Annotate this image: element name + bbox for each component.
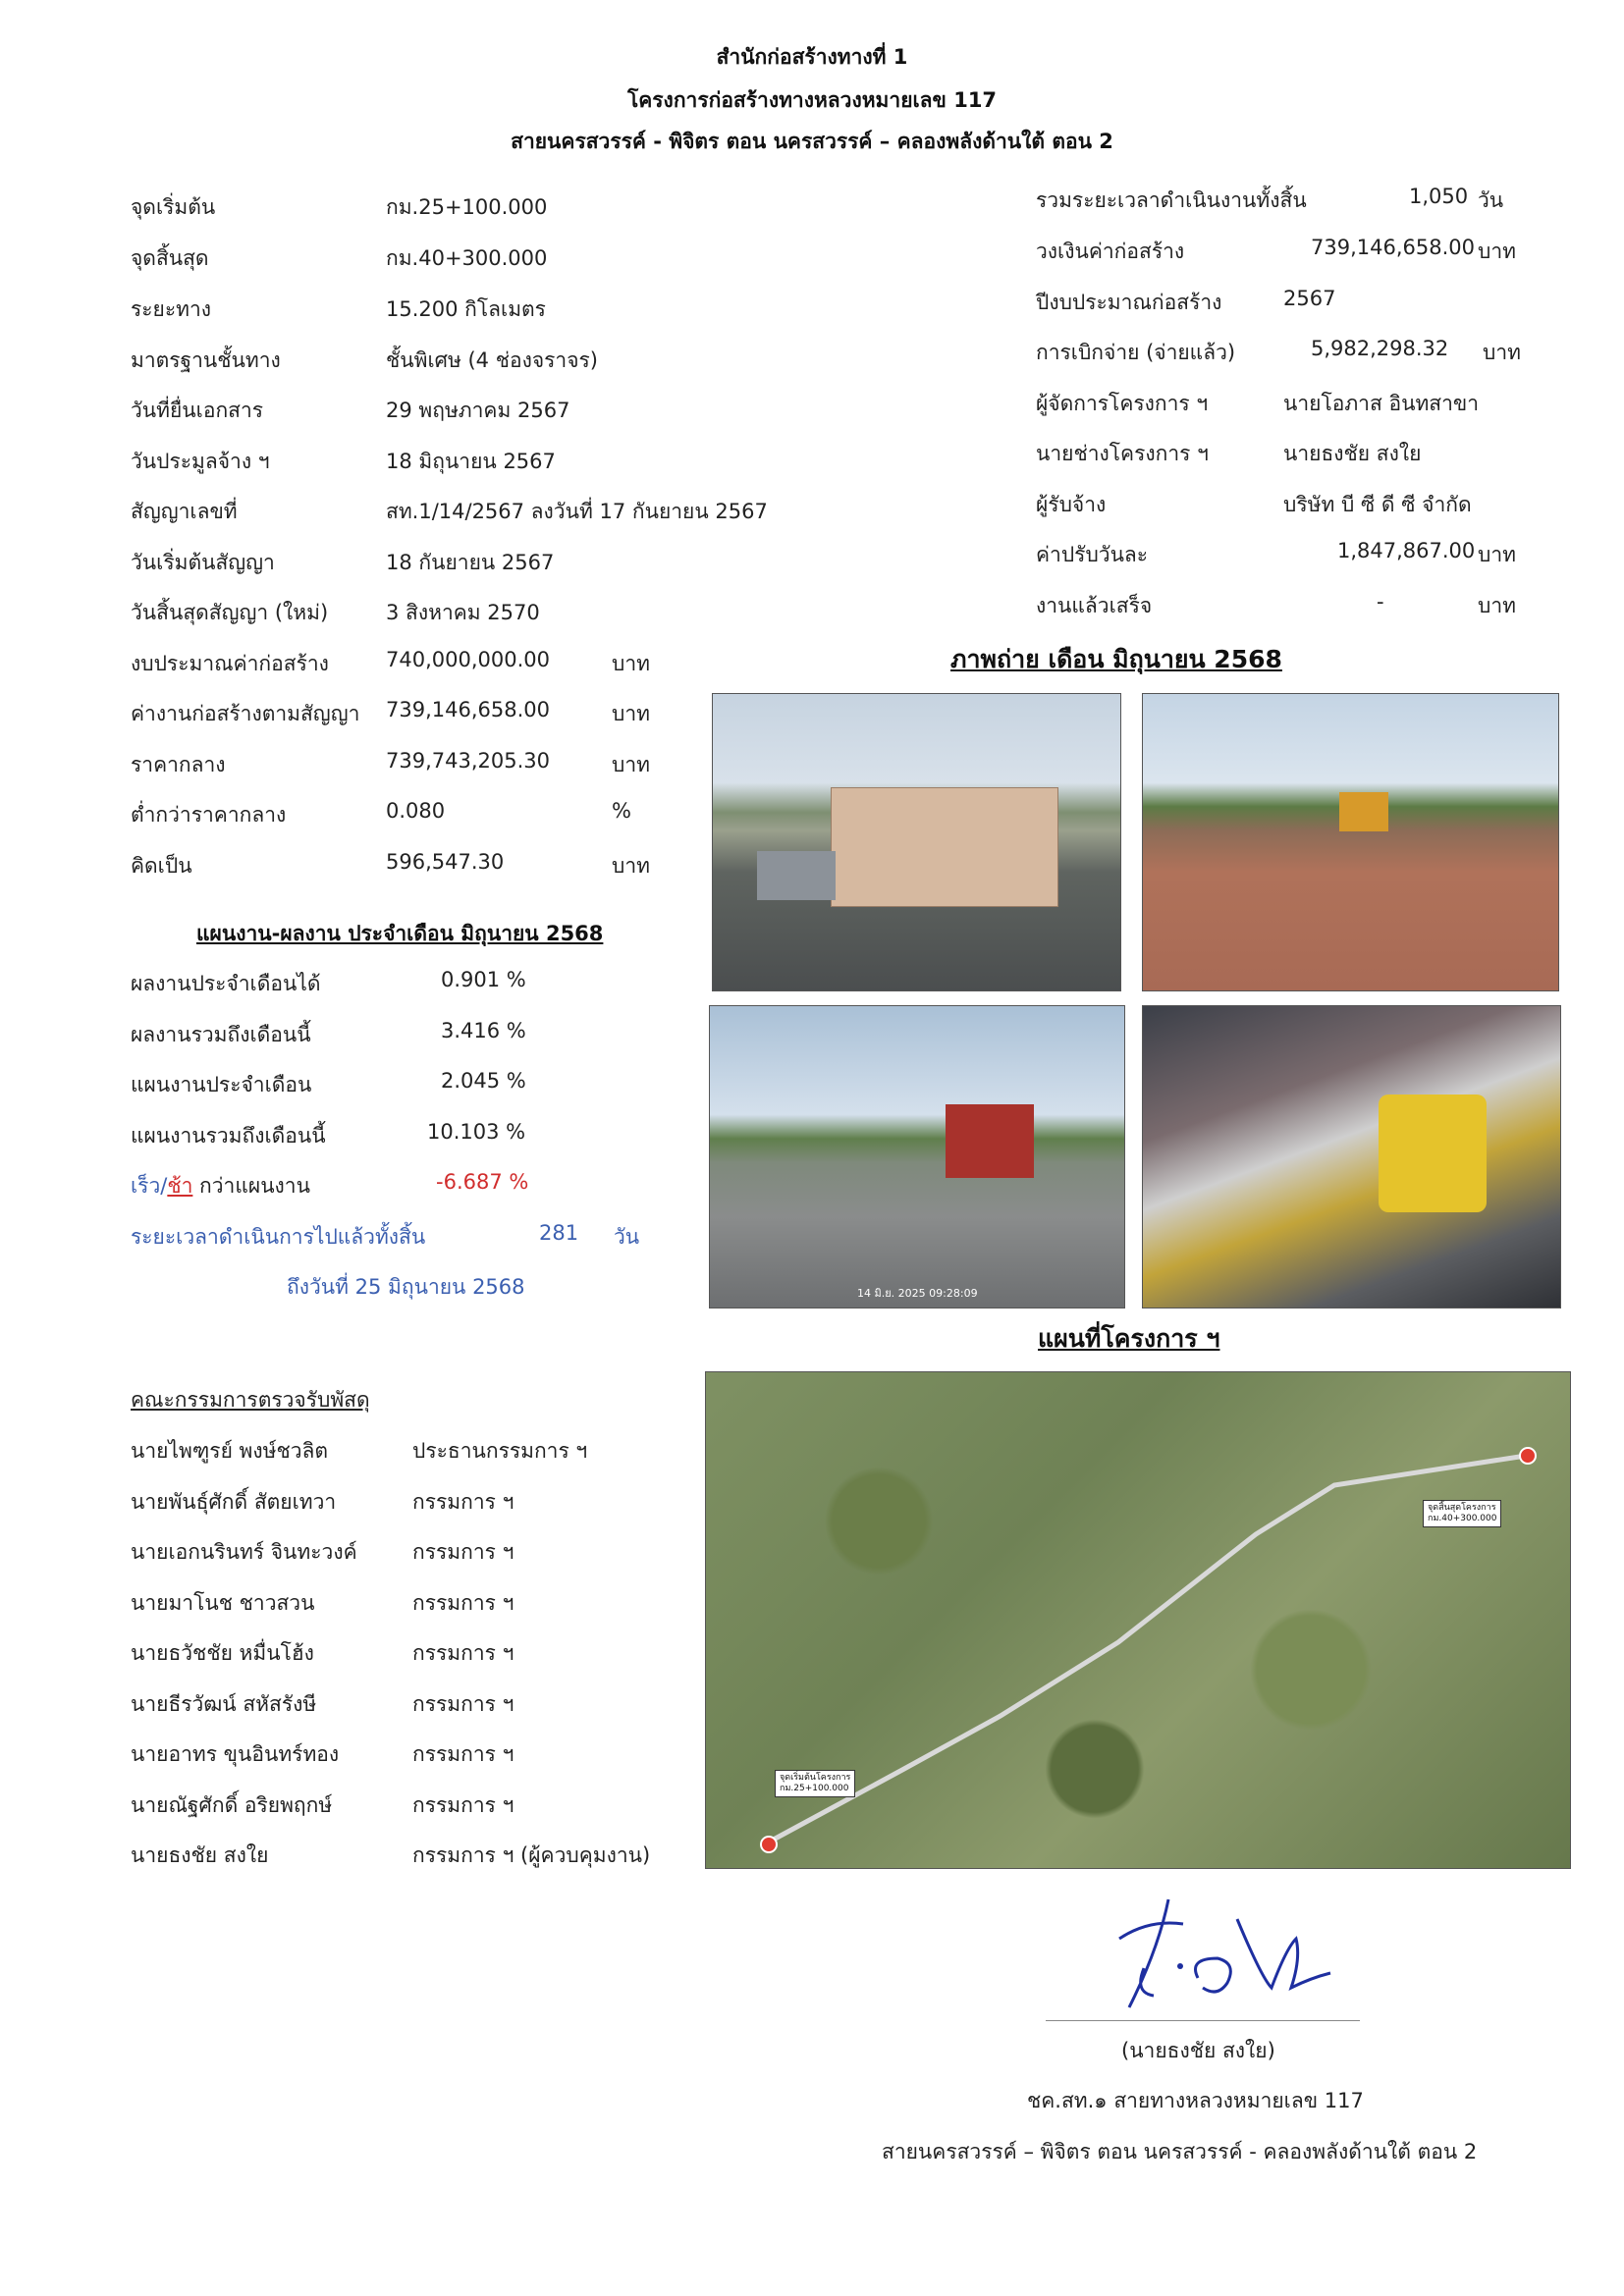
info-value: นายธงชัย สงใย xyxy=(1283,442,1422,465)
progress-value: 2.045 % xyxy=(441,1069,526,1093)
as-of-date: ถึงวันที่ 25 มิถุนายน 2568 xyxy=(287,1275,525,1299)
info-value: 739,146,658.00 xyxy=(386,698,550,721)
committee-name: นายพันธุ์ศักดิ์ สัตยเทวา xyxy=(131,1490,337,1514)
status-rest: กว่าแผนงาน xyxy=(192,1174,310,1198)
progress-value: 10.103 % xyxy=(427,1120,526,1144)
info-value: 739,146,658.00 xyxy=(1311,236,1475,259)
signature-line xyxy=(1046,2020,1360,2021)
committee-title: คณะกรรมการตรวจรับพัสดุ xyxy=(131,1388,370,1412)
committee-name: นายมาโนช ชาวสวน xyxy=(131,1591,315,1615)
info-value: 596,547.30 xyxy=(386,850,505,874)
info-unit: บาท xyxy=(612,702,650,725)
info-value: บริษัท บี ซี ดี ซี จำกัด xyxy=(1283,493,1472,516)
info-label: จุดสิ้นสุด xyxy=(131,246,209,270)
info-value: นายโอภาส อินทสาขา xyxy=(1283,392,1480,415)
committee-role: กรรมการ ฯ xyxy=(412,1742,514,1766)
committee-name: นายอาทร ขุนอินทร์ทอง xyxy=(131,1742,340,1766)
header-office: สำนักก่อสร้างทางที่ 1 xyxy=(716,45,908,69)
info-unit: บาท xyxy=(612,753,650,776)
info-value: 1,050 xyxy=(1409,185,1469,208)
progress-label: แผนงานรวมถึงเดือนนี้ xyxy=(131,1124,326,1148)
committee-role: กรรมการ ฯ xyxy=(412,1591,514,1615)
handwritten-signature xyxy=(1090,1880,1365,2027)
committee-name: นายไพฑูรย์ พงษ์ชวลิต xyxy=(131,1439,329,1463)
photo-timestamp: 14 มิ.ย. 2025 09:28:09 xyxy=(857,1287,978,1300)
schedule-status-value: -6.687 % xyxy=(436,1170,529,1194)
info-value: 18 กันยายน 2567 xyxy=(386,551,555,574)
info-value: 5,982,298.32 xyxy=(1311,337,1449,360)
progress-value: 0.901 % xyxy=(441,968,526,991)
construction-photo-milling xyxy=(712,693,1121,991)
info-value: สท.1/14/2567 ลงวันที่ 17 กันยายน 2567 xyxy=(386,500,768,523)
elapsed-value: 281 xyxy=(539,1221,579,1245)
info-label: รวมระยะเวลาดำเนินงานทั้งสิ้น xyxy=(1036,188,1307,212)
info-label: งานแล้วเสร็จ xyxy=(1036,594,1153,617)
info-label: ราคากลาง xyxy=(131,753,226,776)
info-value: กม.40+300.000 xyxy=(386,246,548,270)
info-unit: บาท xyxy=(1478,594,1516,617)
road-roller xyxy=(946,1104,1034,1178)
committee-name: นายธีรวัฒน์ สหัสรังษี xyxy=(131,1692,317,1716)
elapsed-label: ระยะเวลาดำเนินการไปแล้วทั้งสิ้น xyxy=(131,1225,426,1249)
elapsed-unit: วัน xyxy=(614,1225,640,1249)
start-callout-km: กม.25+100.000 xyxy=(780,1784,849,1793)
info-value: 18 มิถุนายน 2567 xyxy=(386,450,556,473)
end-callout-title: จุดสิ้นสุดโครงการ xyxy=(1428,1503,1496,1513)
info-value: 15.200 กิโลเมตร xyxy=(386,297,546,321)
info-label: วันที่ยื่นเอกสาร xyxy=(131,399,264,422)
progress-label: ผลงานประจำเดือนได้ xyxy=(131,972,321,995)
info-label: มาตรฐานชั้นทาง xyxy=(131,348,281,372)
info-unit: บาท xyxy=(1478,543,1516,566)
schedule-status-label xyxy=(131,1170,310,1202)
committee-role: กรรมการ ฯ xyxy=(412,1692,514,1716)
info-value: 740,000,000.00 xyxy=(386,648,550,671)
info-value: 2567 xyxy=(1283,287,1336,310)
end-callout xyxy=(1423,1500,1501,1527)
info-label: ระยะทาง xyxy=(131,297,212,321)
info-value: 3 สิงหาคม 2570 xyxy=(386,601,540,624)
info-value: 739,743,205.30 xyxy=(386,749,550,773)
committee-role: กรรมการ ฯ (ผู้ควบคุมงาน) xyxy=(412,1843,651,1867)
construction-photo-roller xyxy=(709,1005,1125,1308)
info-value: - xyxy=(1377,590,1384,614)
start-callout-title: จุดเริ่มต้นโครงการ xyxy=(780,1773,851,1783)
progress-label: ผลงานรวมถึงเดือนนี้ xyxy=(131,1023,311,1046)
info-label: นายช่างโครงการ ฯ xyxy=(1036,442,1209,465)
info-unit: บาท xyxy=(1478,240,1516,263)
grader xyxy=(1339,792,1388,831)
info-value: 29 พฤษภาคม 2567 xyxy=(386,399,570,422)
progress-title: แผนงาน-ผลงาน ประจำเดือน มิถุนายน 2568 xyxy=(196,922,604,945)
info-label: การเบิกจ่าย (จ่ายแล้ว) xyxy=(1036,341,1236,364)
info-label: ค่างานก่อสร้างตามสัญญา xyxy=(131,702,360,725)
info-value: กม.25+100.000 xyxy=(386,195,548,219)
info-label: งบประมาณค่าก่อสร้าง xyxy=(131,652,329,675)
signer-name: (นายธงชัย สงใย) xyxy=(1121,2039,1275,2062)
info-unit: % xyxy=(612,799,631,823)
info-label: ปีงบประมาณก่อสร้าง xyxy=(1036,291,1222,314)
info-label: วงเงินค่าก่อสร้าง xyxy=(1036,240,1185,263)
committee-name: นายเอกนรินทร์ จินทะวงค์ xyxy=(131,1540,357,1564)
progress-label: แผนงานประจำเดือน xyxy=(131,1073,312,1096)
project-map xyxy=(705,1371,1571,1869)
signer-route: สายนครสวรรค์ – พิจิตร ตอน นครสวรรค์ - คลองพลังด้านใต้ ตอน 2 xyxy=(882,2140,1478,2163)
info-value: 0.080 xyxy=(386,799,446,823)
info-label: ค่าปรับวันละ xyxy=(1036,543,1149,566)
construction-photo-earthwork xyxy=(1142,693,1559,991)
info-value: ชั้นพิเศษ (4 ช่องจราจร) xyxy=(386,348,598,372)
header-route: สายนครสวรรค์ - พิจิตร ตอน นครสวรรค์ – คลองพลังด้านใต้ ตอน 2 xyxy=(511,130,1113,153)
header-project: โครงการก่อสร้างทางหลวงหมายเลข 117 xyxy=(626,88,998,112)
start-pin-icon xyxy=(760,1836,778,1853)
committee-role: กรรมการ ฯ xyxy=(412,1793,514,1817)
info-unit: บาท xyxy=(612,652,650,675)
info-unit: บาท xyxy=(612,854,650,878)
milling-machine xyxy=(831,787,1058,907)
committee-role: ประธานกรรมการ ฯ xyxy=(412,1439,588,1463)
info-value: 1,847,867.00 xyxy=(1337,539,1476,562)
construction-photo-rebar xyxy=(1142,1005,1561,1308)
committee-name: นายธงชัย สงใย xyxy=(131,1843,269,1867)
status-sep: / xyxy=(160,1174,168,1198)
start-callout xyxy=(775,1770,855,1797)
info-label: วันสิ้นสุดสัญญา (ใหม่) xyxy=(131,601,329,624)
info-label: คิดเป็น xyxy=(131,854,192,878)
worker xyxy=(1379,1095,1487,1212)
info-label: วันประมูลจ้าง ฯ xyxy=(131,450,270,473)
end-pin-icon xyxy=(1519,1447,1537,1465)
info-unit: วัน xyxy=(1478,188,1504,212)
progress-value: 3.416 % xyxy=(441,1019,526,1042)
info-label: ต่ำกว่าราคากลาง xyxy=(131,803,287,827)
committee-role: กรรมการ ฯ xyxy=(412,1490,514,1514)
info-label: วันเริ่มต้นสัญญา xyxy=(131,551,275,574)
info-label: ผู้จัดการโครงการ ฯ xyxy=(1036,392,1209,415)
status-slow: ช้า xyxy=(167,1174,193,1198)
committee-name: นายธวัชชัย หมื่นโฮ้ง xyxy=(131,1641,314,1665)
status-fast: เร็ว xyxy=(131,1174,161,1198)
info-label: จุดเริ่มต้น xyxy=(131,195,216,219)
info-label: ผู้รับจ้าง xyxy=(1036,493,1107,516)
truck xyxy=(757,851,836,900)
committee-role: กรรมการ ฯ xyxy=(412,1540,514,1564)
committee-name: นายณัฐศักดิ์ อริยพฤกษ์ xyxy=(131,1793,333,1817)
photos-title: ภาพถ่าย เดือน มิถุนายน 2568 xyxy=(950,645,1282,673)
map-title: แผนที่โครงการ ฯ xyxy=(1038,1324,1220,1353)
info-label: สัญญาเลขที่ xyxy=(131,500,238,523)
committee-role: กรรมการ ฯ xyxy=(412,1641,514,1665)
info-unit: บาท xyxy=(1483,341,1521,364)
signer-position: ชค.สท.๑ สายทางหลวงหมายเลข 117 xyxy=(1027,2089,1364,2112)
end-callout-km: กม.40+300.000 xyxy=(1428,1514,1497,1523)
